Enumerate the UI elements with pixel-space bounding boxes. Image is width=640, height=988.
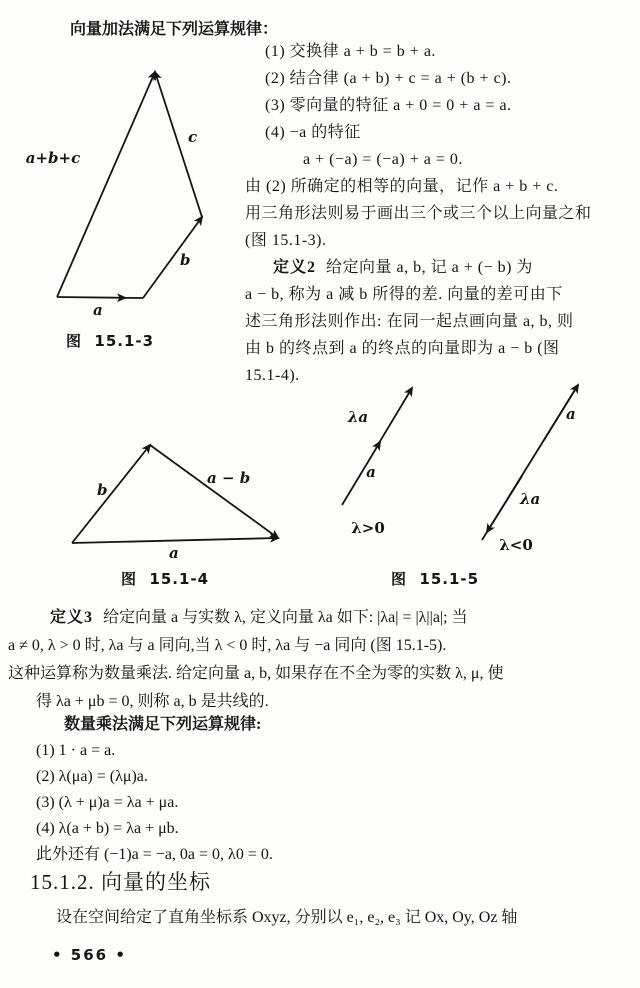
label-a-right: a xyxy=(566,405,576,423)
scalar-rule-3: (3) (λ + μ)a = λa + μa. xyxy=(36,794,179,811)
figure-15-1-3-caption: 图 15.1-3 xyxy=(65,332,155,350)
page-number: • 566 • xyxy=(52,946,127,964)
addition-rule-3: (3) 零向量的特征 a + 0 = 0 + a = a. xyxy=(265,97,512,114)
label-lambda-positive: λ>0 xyxy=(351,519,385,537)
vector-difference-diagram xyxy=(35,425,315,565)
label-vector-a-minus-b: a − b xyxy=(207,469,251,487)
definition-2-line-1 xyxy=(245,254,638,281)
sum-paragraph-line-3: (图 15.1-3). xyxy=(245,232,327,249)
figure-15-1-5 xyxy=(330,378,630,563)
label-a-left: a xyxy=(366,463,376,481)
intro-line: 向量加法满足下列运算规律： xyxy=(70,21,279,38)
label-vector-b: b xyxy=(97,481,108,499)
definition-2-line-2: a − b, 称为 a 减 b 所得的差. 向量的差可由下 xyxy=(245,286,563,303)
neg-formula: a + (−a) = (−a) + a = 0. xyxy=(303,151,463,168)
addition-rule-1: (1) 交换律 a + b = b + a. xyxy=(265,43,436,60)
scalar-multiplication-diagram xyxy=(330,378,630,563)
section-heading: 15.1.2. 向量的坐标 xyxy=(30,870,211,894)
figure-15-1-4-caption: 图 15.1-4 xyxy=(120,570,210,588)
definition-2-text: 给定向量 a, b, 记 a + (− b) 为 xyxy=(326,259,533,276)
section-paragraph-text: 设在空间给定了直角坐标系 Oxyz, 分别以 e₁, e₂, e₃ 记 Ox, Oy, Oz 轴 xyxy=(56,909,518,926)
definition-3-label: 定义3 xyxy=(50,609,94,626)
definition-3-text: 给定向量 a 与实数 λ, 定义向量 λa 如下: |λa| = |λ||a|; 当 xyxy=(103,609,468,626)
definition-2-line-5: 15.1-4). xyxy=(245,367,300,384)
label-sum-vector: a+b+c xyxy=(25,149,81,167)
scalar-rule-4: (4) λ(a + b) = λa + μb. xyxy=(36,820,179,837)
label-vector-a: a xyxy=(93,301,103,319)
right-text-column xyxy=(245,38,638,389)
label-vector-a: a xyxy=(169,544,179,562)
definition-2-line-4: 由 b 的终点到 a 的终点的向量即为 a − b (图 xyxy=(245,340,560,357)
definition-3-line-2: a ≠ 0, λ > 0 时, λa 与 a 同向,当 λ < 0 时, λa 与 −a 同向 (图 15.1-5). xyxy=(8,637,447,654)
label-lambda-negative: λ<0 xyxy=(499,536,533,554)
scalar-rules-block xyxy=(36,712,596,868)
label-lambda-a-left: λa xyxy=(347,408,369,426)
label-lambda-a-right: λa xyxy=(520,490,541,508)
definition-2-line-3: 述三角形法则作出: 在同一起点画向量 a, b, 则 xyxy=(245,313,574,330)
addition-rule-4: (4) −a 的特征 xyxy=(265,124,361,141)
definition-2-label: 定义2 xyxy=(273,259,317,276)
definition-3-paragraph xyxy=(8,604,636,716)
addition-rule-2: (2) 结合律 (a + b) + c = a + (b + c). xyxy=(265,70,512,87)
definition-3-line-3: 这种运算称为数量乘法. 给定向量 a, b, 如果存在不全为零的实数 λ, μ, 使 xyxy=(8,665,504,682)
scalar-rules-intro: 数量乘法满足下列运算规律: xyxy=(64,716,262,733)
sum-paragraph-line-2: 用三角形法则易于画出三个或三个以上向量之和 xyxy=(245,205,592,222)
sum-paragraph-line-1: 由 (2) 所确定的相等的向量，记作 a + b + c. xyxy=(245,178,559,195)
figure-15-1-5-caption: 图 15.1-5 xyxy=(390,570,480,588)
label-vector-c: c xyxy=(188,128,198,146)
vector-addition-diagram xyxy=(25,58,235,324)
scalar-rule-2: (2) λ(μa) = (λμ)a. xyxy=(36,768,148,785)
definition-3-line-4: 得 λa + μb = 0, 则称 a, b 是共线的. xyxy=(36,693,269,710)
figure-15-1-3 xyxy=(25,58,235,324)
scalar-rules-extra: 此外还有 (−1)a = −a, 0a = 0, λ0 = 0. xyxy=(36,846,273,863)
scalar-rule-1: (1) 1 · a = a. xyxy=(36,742,116,759)
figure-15-1-4 xyxy=(35,425,315,565)
label-vector-b: b xyxy=(180,251,191,269)
section-paragraph xyxy=(8,904,636,931)
definition-3-line-1 xyxy=(8,604,636,632)
